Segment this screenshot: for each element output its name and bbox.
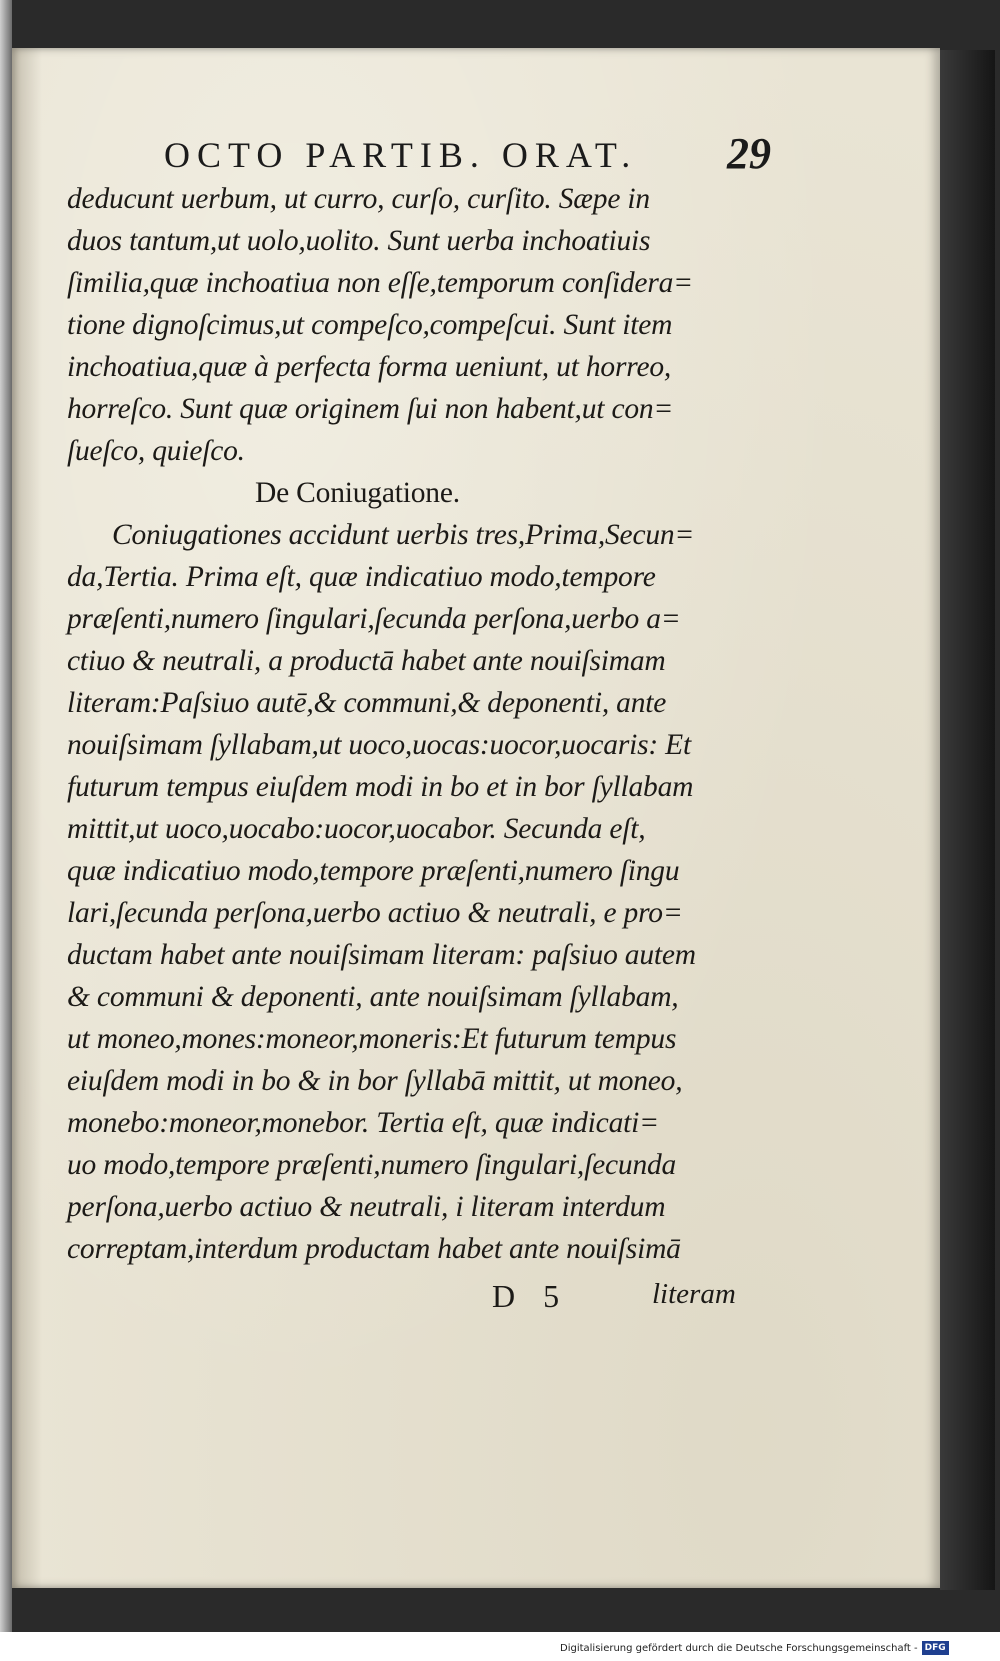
signature-mark: D 5 <box>492 1278 570 1314</box>
text-line: præſenti,numero ſingulari,ſecunda perſona,uerbo a= <box>67 603 681 635</box>
text-line: & communi & deponenti, ante nouiſsimam ſyllabam, <box>67 981 679 1013</box>
digitization-credit <box>560 1640 949 1658</box>
section-heading: De Coniugatione. <box>255 477 460 509</box>
text-line: futurum tempus eiuſdem modi in bo et in bor ſyllabam <box>67 771 694 803</box>
text-line: eiuſdem modi in bo & in bor ſyllabā mittit, ut moneo, <box>67 1065 683 1097</box>
book-edge-right <box>940 50 995 1590</box>
text-line: literam:Paſsiuo autē,& communi,& deponenti, ante <box>67 687 667 719</box>
text-line: ut moneo,mones:moneor,moneris:Et futurum tempus <box>67 1023 677 1055</box>
text-line: monebo:moneor,monebor. Tertia eſt, quæ indicati= <box>67 1107 659 1139</box>
running-title: OCTO PARTIB. ORAT. <box>164 135 638 175</box>
text-line: ſimilia,quæ inchoatiua non eſſe,temporum conſidera= <box>67 267 693 299</box>
catchword: literam <box>652 1278 736 1310</box>
text-line: horreſco. Sunt quæ originem ſui non habent,ut con= <box>67 393 674 425</box>
text-line: Coniugationes accidunt uerbis tres,Prima,Secun= <box>112 519 695 551</box>
book-page <box>12 48 940 1588</box>
text-line: inchoatiua,quæ à perfecta forma ueniunt, ut horreo, <box>67 351 672 383</box>
text-line: tione dignoſcimus,ut compeſco,compeſcui. Sunt item <box>67 309 673 341</box>
credit-text: Digitalisierung gefördert durch die Deutsche Forschungsgemeinschaft - <box>560 1643 918 1654</box>
text-line: nouiſsimam ſyllabam,ut uoco,uocas:uocor,uocaris: Et <box>67 729 691 761</box>
text-line: duos tantum,ut uolo,uolito. Sunt uerba inchoatiuis <box>67 225 651 257</box>
text-line: correptam,interdum productam habet ante nouiſsimā <box>67 1233 681 1265</box>
text-line: uo modo,tempore præſenti,numero ſingulari,ſecunda <box>67 1149 677 1181</box>
page-number: 29 <box>727 129 771 178</box>
text-line: lari,ſecunda perſona,uerbo actiuo & neutrali, e pro= <box>67 897 683 929</box>
text-line: ſueſco, quieſco. <box>67 435 245 467</box>
text-line: ctiuo & neutrali, a productā habet ante nouiſsimam <box>67 645 666 677</box>
text-line: deducunt uerbum, ut curro, curſo, curſito. Sæpe in <box>67 183 650 215</box>
book-edge-left <box>0 0 12 1632</box>
text-line: mittit,ut uoco,uocabo:uocor,uocabor. Secunda eſt, <box>67 813 646 845</box>
text-line: quæ indicatiuo modo,tempore præſenti,numero ſingu <box>67 855 680 887</box>
text-block <box>67 178 757 1270</box>
gutter-shadow <box>12 48 42 1588</box>
text-line: ductam habet ante nouiſsimam literam: paſsiuo autem <box>67 939 696 971</box>
dfg-logo-badge: DFG <box>922 1641 949 1655</box>
signature-line <box>492 1278 762 1322</box>
text-line: da,Tertia. Prima eſt, quæ indicatiuo modo,tempore <box>67 561 656 593</box>
text-line: perſona,uerbo actiuo & neutrali, i literam interdum <box>67 1191 666 1223</box>
